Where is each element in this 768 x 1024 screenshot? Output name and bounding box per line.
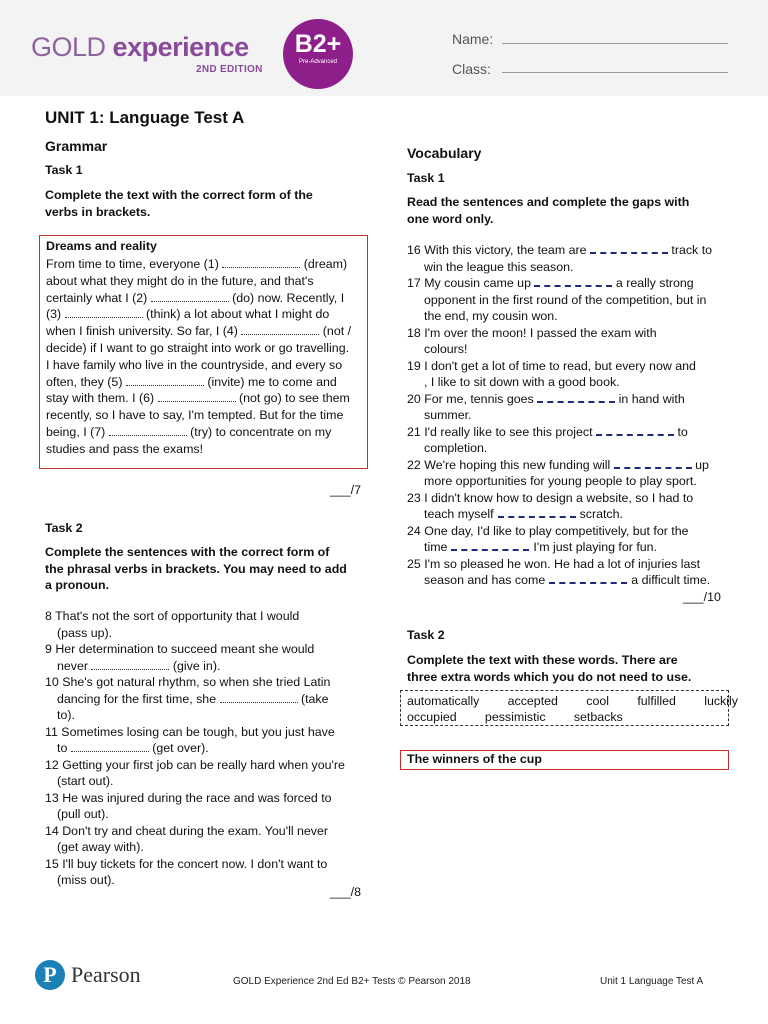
text-line: [46, 407, 361, 424]
logo-gold-text: GOLD: [31, 32, 106, 62]
list-item: [45, 856, 370, 889]
text-segment: up: [691, 457, 709, 472]
list-item: [407, 490, 737, 523]
text-segment: scratch.: [579, 507, 623, 521]
item-line: 9 Her determination to succeed meant she would: [45, 642, 315, 656]
text-line: [46, 290, 361, 307]
text-segment: when I finish university. So far, I (4): [46, 324, 242, 339]
grammar-task2-label: Task 2: [45, 521, 83, 535]
text-line: [46, 340, 361, 357]
vocab-task2-label: Task 2: [407, 628, 445, 642]
item-line: [45, 806, 370, 823]
list-item: [407, 556, 737, 589]
item-line: [45, 872, 370, 889]
text-segment: (give in).: [169, 658, 221, 673]
text-segment: (pass up).: [57, 625, 113, 640]
text-segment: (3): [46, 307, 65, 322]
item-line: [407, 523, 737, 540]
text-line: [46, 306, 361, 323]
name-label: Name:: [452, 31, 494, 47]
answer-gap[interactable]: [158, 391, 236, 402]
text-segment: (not go) to see them: [235, 391, 350, 406]
text-segment: in hand with: [615, 391, 685, 406]
instruction-line: Complete the sentences with the correct form of: [45, 545, 330, 559]
answer-gap[interactable]: [590, 244, 668, 254]
text-segment: 23 I didn't know how to design a website, so I had to: [407, 490, 694, 505]
winners-cup-box: The winners of the cup: [400, 750, 729, 770]
level-text: B2+: [294, 30, 342, 58]
text-segment: (dream): [300, 257, 348, 271]
list-item: [45, 724, 370, 757]
item-line: [45, 740, 370, 757]
text-segment: (not /: [319, 324, 352, 339]
text-segment: 17 My cousin came up: [407, 276, 535, 290]
instruction-line: verbs in brackets.: [45, 204, 151, 219]
text-segment: (start out).: [57, 774, 114, 788]
text-segment: 18 I'm over the moon! I passed the exam with: [407, 325, 657, 340]
item-line: [407, 242, 737, 259]
text-line: [46, 357, 361, 374]
text-segment: stay with them. I (6): [46, 391, 158, 406]
class-field[interactable]: [502, 72, 728, 73]
text-segment: (do) now. Recently, I: [228, 290, 345, 305]
grammar-task2-score: ___/8: [330, 885, 362, 899]
text-segment: I'm just playing for fun.: [533, 540, 657, 554]
vocab-task2-instruction: [407, 652, 691, 685]
text-segment: opponent in the first round of the competition, but in: [424, 292, 707, 307]
item-line: [407, 473, 737, 490]
item-line: [407, 572, 737, 589]
box-text: [46, 256, 361, 458]
text-segment: track to: [667, 243, 713, 257]
answer-gap[interactable]: [91, 659, 169, 670]
item-line: [407, 374, 737, 391]
item-line: [407, 539, 737, 556]
text-segment: a difficult time.: [631, 573, 711, 587]
item-line: [407, 358, 737, 375]
text-line: [46, 323, 361, 340]
page-header: [0, 0, 768, 96]
instruction-line: three extra words which you do not need to use.: [407, 669, 692, 684]
list-item: [45, 823, 370, 856]
item-line: 13 He was injured during the race and was forced to: [45, 790, 332, 805]
text-segment: (take: [297, 691, 329, 706]
text-segment: dancing for the first time, she: [57, 691, 220, 706]
text-segment: to: [674, 424, 688, 439]
edition-label: 2ND EDITION: [196, 64, 263, 75]
list-item: [45, 674, 370, 724]
instruction-line: Complete the text with the correct form of the: [45, 188, 313, 202]
text-segment: teach myself: [424, 507, 494, 521]
vocab-task1-instruction: [407, 194, 689, 227]
text-segment: 20 For me, tennis goes: [407, 391, 538, 406]
text-segment: more opportunities for young people to play sport.: [424, 474, 697, 488]
item-line: [45, 625, 370, 642]
text-segment: completion.: [424, 441, 488, 455]
text-segment: recently, so I have to say, I'm tempted. But for the time: [46, 408, 344, 423]
text-segment: studies and pass the exams!: [46, 441, 204, 456]
answer-gap[interactable]: [65, 307, 143, 318]
vocab-task1-label: Task 1: [407, 171, 445, 185]
instruction-line: one word only.: [407, 211, 494, 226]
item-line: [45, 839, 370, 856]
grammar-task2-items: [45, 608, 370, 889]
item-line: the end, my cousin won.: [424, 309, 558, 323]
answer-gap[interactable]: [151, 291, 229, 302]
text-segment: a really strong: [612, 276, 694, 290]
instruction-line: Read the sentences and complete the gaps with: [407, 195, 690, 209]
item-line: [407, 440, 737, 457]
word-bank-line: occupied pessimistic setbacks: [407, 710, 623, 724]
text-segment: certainly what I (2): [46, 290, 151, 305]
class-label: Class:: [452, 61, 491, 77]
logo-experience-text: experience: [112, 32, 249, 62]
text-segment: 24 One day, I'd like to play competitively, but for the: [407, 523, 689, 538]
text-segment: 19 I don't get a lot of time to read, but every now and: [407, 358, 696, 373]
item-line: 11 Sometimes losing can be tough, but you just have: [45, 724, 335, 739]
text-line: [46, 390, 361, 407]
answer-gap[interactable]: [109, 425, 187, 436]
answer-gap[interactable]: [596, 426, 674, 436]
instruction-line: Complete the text with these words. There are: [407, 653, 678, 667]
text-segment: I have family who live in the countryside, and every so: [46, 357, 343, 372]
text-segment: about what they might do in the future, and that's: [46, 273, 314, 288]
text-line: [46, 374, 361, 391]
list-item: [45, 757, 370, 790]
text-segment: (pull out).: [57, 807, 109, 821]
item-line: [45, 773, 370, 790]
item-line: [407, 292, 737, 309]
footer-right-text: Unit 1 Language Test A: [600, 976, 704, 987]
word-bank-line: automatically accepted cool fulfilled luckily: [407, 694, 738, 708]
text-line: [46, 256, 361, 273]
text-segment: never: [57, 658, 92, 673]
item-line: [407, 556, 737, 573]
pearson-icon: P: [35, 960, 65, 990]
text-segment: win the league this season.: [424, 259, 574, 274]
item-line: [407, 275, 737, 292]
level-sub-text: Pre-Advanced: [298, 59, 338, 65]
item-line: 10 She's got natural rhythm, so when she tried Latin: [45, 675, 331, 689]
list-item: [407, 523, 737, 556]
list-item: [45, 790, 370, 823]
list-item: [407, 457, 737, 490]
text-segment: (try) to concentrate on my: [186, 424, 332, 439]
item-line: 12 Getting your first job can be really hard when you're: [45, 757, 345, 772]
list-item: [45, 608, 370, 641]
word-bank-box: [400, 690, 738, 726]
item-line: [407, 407, 737, 424]
grammar-task1-score: ___/7: [330, 483, 362, 497]
answer-gap[interactable]: [534, 277, 612, 287]
vocabulary-heading: Vocabulary: [407, 145, 482, 161]
text-segment: colours!: [424, 342, 468, 356]
answer-gap[interactable]: [537, 393, 615, 403]
item-line: 14 Don't try and cheat during the exam. You'll never: [45, 823, 329, 838]
text-segment: 21 I'd really like to see this project: [407, 424, 597, 439]
text-segment: being, I (7): [46, 424, 109, 439]
answer-gap[interactable]: [498, 508, 576, 518]
list-item: [407, 424, 737, 457]
answer-gap[interactable]: [614, 459, 692, 469]
text-segment: often, they (5): [46, 374, 126, 389]
dreams-reality-box: [39, 235, 368, 469]
text-segment: , I like to sit down with a good book.: [424, 375, 620, 389]
text-segment: decide) if I want to go straight into work or go travelling.: [46, 340, 350, 355]
item-line: [407, 424, 737, 441]
level-badge: [283, 19, 353, 89]
answer-gap[interactable]: [222, 257, 300, 268]
answer-gap[interactable]: [126, 375, 204, 386]
item-line: [407, 341, 737, 358]
box-title: Dreams and reality: [46, 239, 157, 253]
item-line: [45, 707, 370, 724]
item-line: [45, 658, 370, 675]
text-segment: season and has come: [424, 573, 546, 587]
item-line: [407, 259, 737, 276]
text-segment: 16 With this victory, the team are: [407, 243, 590, 257]
page-title: UNIT 1: Language Test A: [45, 108, 245, 127]
answer-gap[interactable]: [549, 574, 627, 584]
list-item: [407, 242, 737, 275]
text-segment: to: [57, 741, 71, 755]
gold-experience-logo: [31, 32, 249, 63]
list-item: [407, 391, 737, 424]
grammar-heading: Grammar: [45, 138, 108, 154]
text-segment: (miss out).: [57, 873, 115, 887]
footer-center-text: GOLD Experience 2nd Ed B2+ Tests © Pearson 2018: [233, 976, 471, 987]
instruction-line: a pronoun.: [45, 578, 110, 592]
list-item: [407, 275, 737, 325]
item-line: [407, 325, 737, 342]
answer-gap[interactable]: [220, 692, 298, 703]
item-line: [407, 391, 737, 408]
text-segment: summer.: [424, 408, 472, 422]
grammar-task2-instruction: [45, 544, 347, 594]
item-line: [407, 490, 737, 507]
answer-gap[interactable]: [71, 741, 149, 752]
grammar-task1-label: Task 1: [45, 163, 83, 177]
list-item: [407, 358, 737, 391]
grammar-task1-instruction: [45, 187, 313, 220]
item-line: 8 That's not the sort of opportunity that I would: [45, 609, 300, 623]
instruction-line: the phrasal verbs in brackets. You may need to add: [45, 561, 347, 576]
pearson-wordmark: Pearson: [71, 962, 141, 987]
text-segment: 25 I'm so pleased he won. He had a lot of injuries last: [407, 556, 701, 571]
item-line: [407, 506, 737, 523]
text-segment: (think) a lot about what I might do: [142, 307, 330, 322]
item-line: 15 I'll buy tickets for the concert now. I don't want to: [45, 856, 328, 871]
text-segment: (invite) me to come and: [203, 374, 337, 389]
name-field[interactable]: [502, 43, 728, 44]
item-line: [407, 457, 737, 474]
text-line: [46, 441, 361, 458]
list-item: [407, 325, 737, 358]
text-segment: 22 We're hoping this new funding will: [407, 457, 614, 472]
text-line: [46, 273, 361, 290]
answer-gap[interactable]: [241, 324, 319, 335]
text-segment: time: [424, 540, 448, 554]
item-line: [45, 691, 370, 708]
text-line: [46, 424, 361, 441]
text-segment: to).: [57, 708, 75, 722]
vocab-task1-score: ___/10: [683, 590, 721, 604]
text-segment: From time to time, everyone (1): [46, 257, 223, 271]
vocab-task1-items: [407, 242, 737, 589]
text-segment: (get over).: [148, 741, 209, 755]
text-segment: (get away with).: [57, 840, 144, 854]
list-item: [45, 641, 370, 674]
answer-gap[interactable]: [451, 541, 529, 551]
